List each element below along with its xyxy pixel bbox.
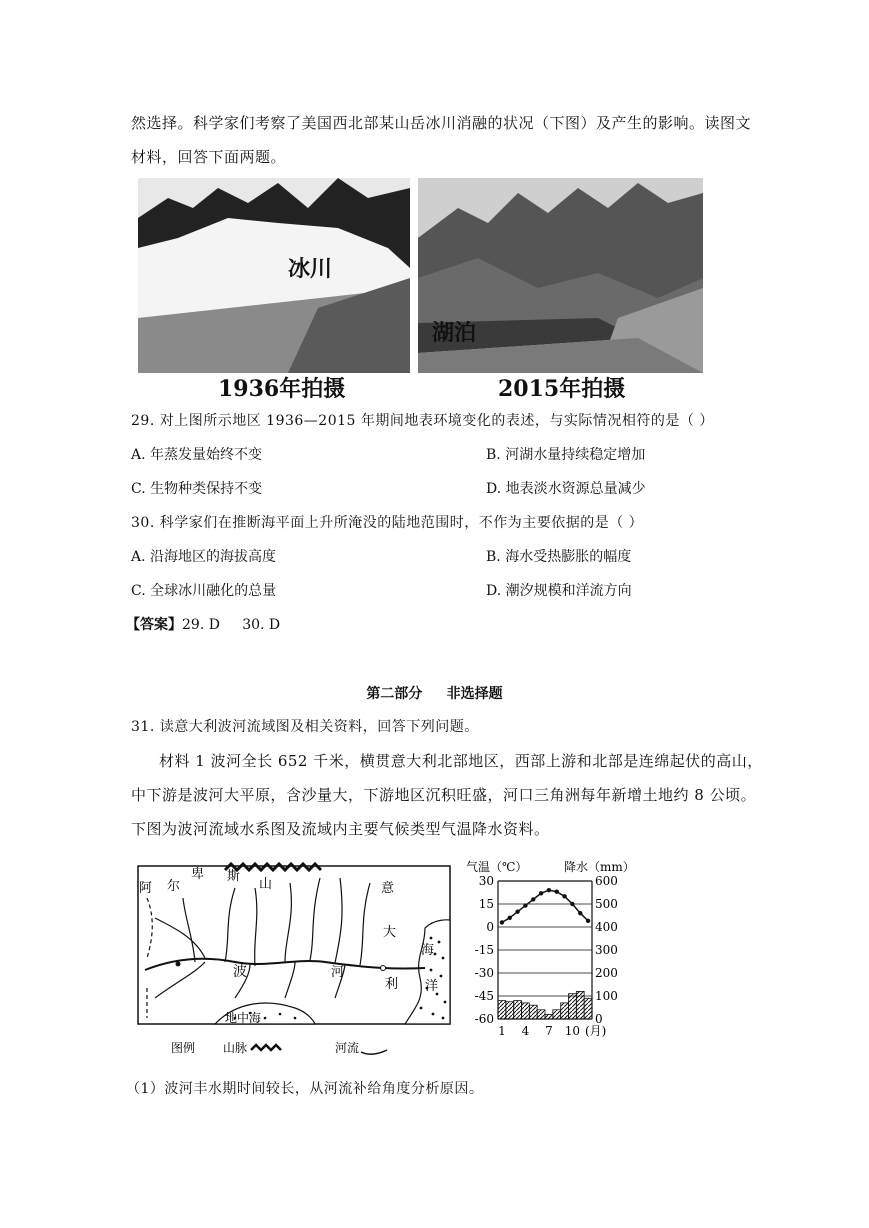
temp-tick-label: -15 [474,943,494,957]
x-tick-label: 1 [498,1024,506,1038]
map-label-shan: 山 [259,877,273,892]
precip-bar [545,1014,553,1019]
precip-bar [514,1001,522,1019]
q29-option-d: D. 地表淡水资源总量减少 [486,481,646,497]
q29-option-c: C. 生物种类保持不变 [131,481,263,497]
map-label-yang: 洋 [425,979,439,994]
map-label-li: 利 [385,977,399,992]
precip-bar [529,1005,537,1019]
q30-option-b: B. 海水受热膨胀的幅度 [486,549,632,565]
q29-option-b: B. 河湖水量持续稳定增加 [486,447,646,463]
map-label-bei: 卑 [191,867,205,882]
precip-tick-label: 400 [595,920,618,934]
precip-bar [569,994,577,1019]
temperature-point [555,890,559,894]
map-label-er: 尔 [167,879,181,894]
precip-tick-label: 500 [595,897,618,911]
q30-option-d: D. 潮汐规模和洋流方向 [486,583,632,599]
caption-2015: 2015年拍摄 [498,376,626,402]
intro-line-1: 然选择。科学家们考察了美国西北部某山岳冰川消融的状况（下图）及产生的影响。读图文 [131,114,752,132]
precip-bar [498,1001,506,1019]
precip-tick-label: 0 [595,1012,603,1026]
precip-tick-label: 300 [595,943,618,957]
temperature-point [531,897,535,901]
q31-material-1-line-2: 中下游是波河大平原，含沙量大，下游地区沉积旺盛，河口三角洲每年新增土地约 8 公顷。 [131,786,757,804]
q31-stem: 31. 读意大利波河流域图及相关资料，回答下列问题。 [131,719,479,735]
precip-tick-label: 100 [595,989,618,1003]
temperature-line [502,890,588,922]
intro-line-2: 材料，回答下面两题。 [131,148,287,166]
legend-river-label: 河流 [335,1041,360,1055]
answer-line [126,614,280,634]
temperature-point [500,920,504,924]
map-label-yi: 意 [381,881,395,896]
answer-text: 29. D 30. D [182,617,281,633]
temp-tick-label: -45 [474,989,494,1003]
legend-river-icon [361,1050,387,1054]
temp-tick-label: 15 [478,897,494,911]
q30-option-c: C. 全球冰川融化的总量 [131,583,277,599]
answer-label: 【答案】 [126,617,182,633]
precip-tick-label: 600 [595,874,618,888]
precip-bar [584,998,592,1019]
precip-bar [576,991,584,1019]
map-label-mediterranean: 地中海 [225,1011,262,1025]
q29-stem: 29. 对上图所示地区 1936—2015 年期间地表环境变化的表述，与实际情况相符的是（ ） [131,413,714,429]
precip-bar [553,1010,561,1019]
precip-tick-label: 200 [595,966,618,980]
temp-tick-label: 0 [486,920,494,934]
precip-axis-label: 降水（mm） [564,860,635,874]
temperature-point [547,888,551,892]
caption-1936: 1936年拍摄 [218,376,346,402]
q30-stem: 30. 科学家们在推断海平面上升所淹没的陆地范围时，不作为主要依据的是（ ） [131,515,644,531]
temperature-point [562,894,566,898]
map-label-a: 阿 [139,881,153,896]
legend-mountain-label: 山脉 [223,1041,248,1055]
x-tick-label: 4 [521,1024,530,1038]
q31-material-1-line-3: 下图为波河流域水系图及流域内主要气候类型气温降水资料。 [131,820,550,838]
x-tick-label: 10 [564,1024,581,1038]
q31-material-1-line-1: 材料 1 波河全长 652 千米，横贯意大利北部地区，西部上游和北部是连绵起伏的高山， [159,752,763,770]
map-label-da: 大 [383,925,397,940]
map-label-bo: 波 [233,964,247,980]
q30-option-a: A. 沿海地区的海拔高度 [131,549,277,565]
temp-tick-label: -30 [474,966,494,980]
precip-bar [506,1002,514,1019]
legend-mountain-icon [251,1045,281,1050]
temperature-point [515,909,519,913]
q29-option-a: A. 年蒸发量始终不变 [131,447,263,463]
x-tick-label: 7 [545,1024,553,1038]
x-tick-label: (月) [584,1024,607,1038]
po-river-map [135,858,455,1058]
legend-title: 图例 [171,1041,196,1055]
lake-photo-2015 [418,178,703,373]
glacier-photo-1936 [138,178,410,373]
climate-chart [460,855,650,1045]
precip-bar [561,1003,569,1019]
temperature-point [586,919,590,923]
temperature-point [508,916,512,920]
temperature-point [539,891,543,895]
glacier-label: 冰川 [288,257,333,282]
map-label-hai: 海 [421,943,435,958]
map-label-si: 斯 [227,869,241,884]
part2-title: 第二部分 非选择题 [366,686,503,702]
map-label-he: 河 [331,965,345,980]
temperature-point [523,903,527,907]
lake-label: 湖泊 [432,321,477,346]
precip-bar [522,1003,530,1019]
temperature-point [578,911,582,915]
q31-subquestion-1: （1）波河丰水期时间较长，从河流补给角度分析原因。 [126,1081,484,1097]
precip-bar [537,1010,545,1019]
temp-axis-label: 气温（℃） [466,860,528,874]
temp-tick-label: -60 [474,1012,494,1026]
temp-tick-label: 30 [478,874,494,888]
temperature-point [570,902,574,906]
